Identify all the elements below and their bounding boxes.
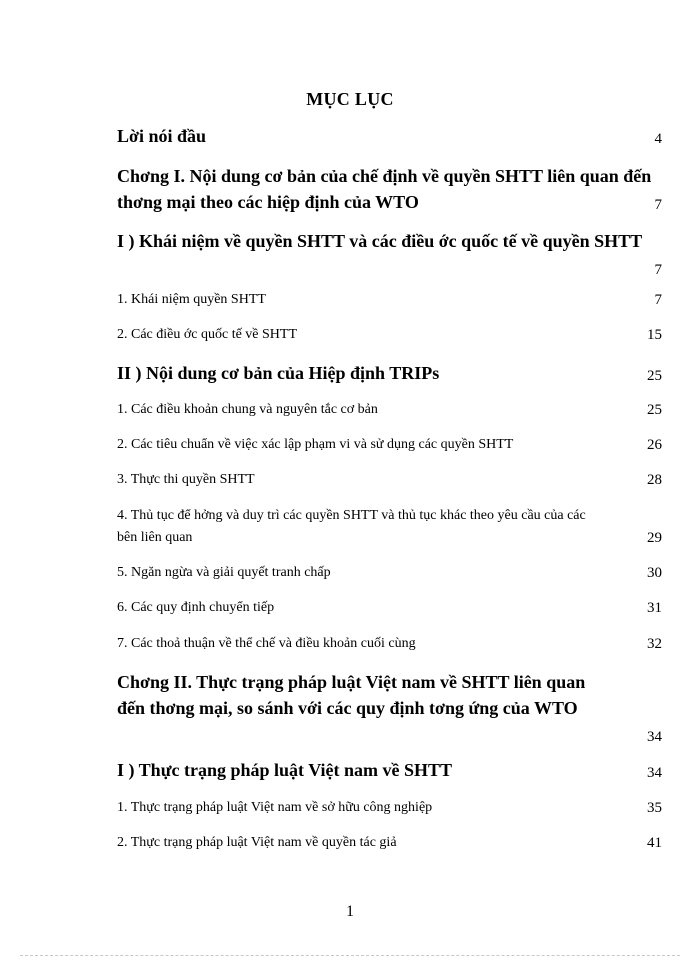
toc-entry-item xyxy=(117,434,662,456)
toc-entry-text: Chơng II. Thực trạng pháp luật Việt nam về SHTT liên quan đến thơng mại, so sánh với các quy định tơng ứng của WTO xyxy=(117,672,586,718)
toc-entry-page: 15 xyxy=(647,327,662,343)
toc-entry-text: 4. Thủ tục để hởng và duy trì các quyền SHTT và thủ tục khác theo yêu cầu của các bên liên quan xyxy=(117,508,586,545)
toc-entry-page: 31 xyxy=(647,600,662,616)
toc-entry-item xyxy=(117,562,662,584)
toc-entry-text: 2. Các điều ớc quốc tế về SHTT xyxy=(117,327,298,342)
toc-entry-page: 28 xyxy=(647,472,662,488)
toc-entry-item xyxy=(117,469,662,491)
toc-entry-text: 1. Khái niệm quyền SHTT xyxy=(117,292,266,307)
toc-entry-item xyxy=(117,505,662,549)
toc-entry-section-1-ch2 xyxy=(117,757,662,783)
toc-entry-text: I ) Khái niệm về quyền SHTT và các điều ớc quốc tế về quyền SHTT xyxy=(117,231,643,251)
toc-title: MỤC LỤC xyxy=(306,89,394,109)
toc-entry-page: 7 xyxy=(654,197,662,213)
page-break-divider xyxy=(20,955,680,956)
toc-entry-section-1 xyxy=(117,228,662,278)
toc-entry-chapter-2 xyxy=(117,669,662,745)
page-number: 1 xyxy=(346,903,354,920)
toc-entry-page: 4 xyxy=(654,131,662,147)
toc-entry-page: 25 xyxy=(647,402,662,418)
toc-entry-page: 34 xyxy=(647,729,662,745)
toc-entry-item xyxy=(117,797,662,819)
toc-entry-text: 6. Các quy định chuyển tiếp xyxy=(117,600,275,615)
toc-entry-text: I ) Thực trạng pháp luật Việt nam về SHTT xyxy=(117,760,453,780)
toc-entry-item xyxy=(117,597,662,619)
toc-entry-page: 25 xyxy=(647,368,662,384)
toc-entry-text: 1. Các điều khoản chung và nguyên tắc cơ bản xyxy=(117,402,378,417)
toc-entry-item xyxy=(117,289,662,311)
toc-entry-item xyxy=(117,324,662,346)
toc-entry-text: 2. Thực trạng pháp luật Việt nam về quyền tác giả xyxy=(117,835,397,850)
toc-entry-item xyxy=(117,832,662,854)
toc-entry-text: Lời nói đầu xyxy=(117,126,207,146)
toc-entry-page: 29 xyxy=(647,530,662,546)
toc-entry-page: 35 xyxy=(647,800,662,816)
toc-entry-item xyxy=(117,633,662,655)
toc-entry-chapter-1 xyxy=(117,163,662,215)
toc-entry-text: 2. Các tiêu chuẩn về việc xác lập phạm vi và sử dụng các quyền SHTT xyxy=(117,437,514,452)
toc-entry-page: 41 xyxy=(647,835,662,851)
toc-entry-page: 34 xyxy=(647,765,662,781)
toc-entry-text: 7. Các thoả thuận về thể chế và điều khoản cuối cùng xyxy=(117,636,416,651)
toc-entry-page: 30 xyxy=(647,565,662,581)
toc-entry-page: 7 xyxy=(654,292,662,308)
toc-entry-preface xyxy=(117,123,662,149)
toc-entry-text: II ) Nội dung cơ bản của Hiệp định TRIPs xyxy=(117,363,440,383)
toc-entry-item xyxy=(117,399,662,421)
toc-entry-page: 7 xyxy=(654,262,662,278)
toc-entry-page: 26 xyxy=(647,437,662,453)
toc-entry-text: 1. Thực trạng pháp luật Việt nam về sở hữu công nghiệp xyxy=(117,800,433,815)
toc-entry-section-2 xyxy=(117,360,662,386)
toc-entry-text: 5. Ngăn ngừa và giải quyết tranh chấp xyxy=(117,565,331,580)
toc-entry-page: 32 xyxy=(647,636,662,652)
toc-entry-text: 3. Thực thi quyền SHTT xyxy=(117,472,255,487)
toc-entry-text: Chơng I. Nội dung cơ bản của chế định về quyền SHTT liên quan đến thơng mại theo các hiệp định của WTO xyxy=(117,166,652,212)
